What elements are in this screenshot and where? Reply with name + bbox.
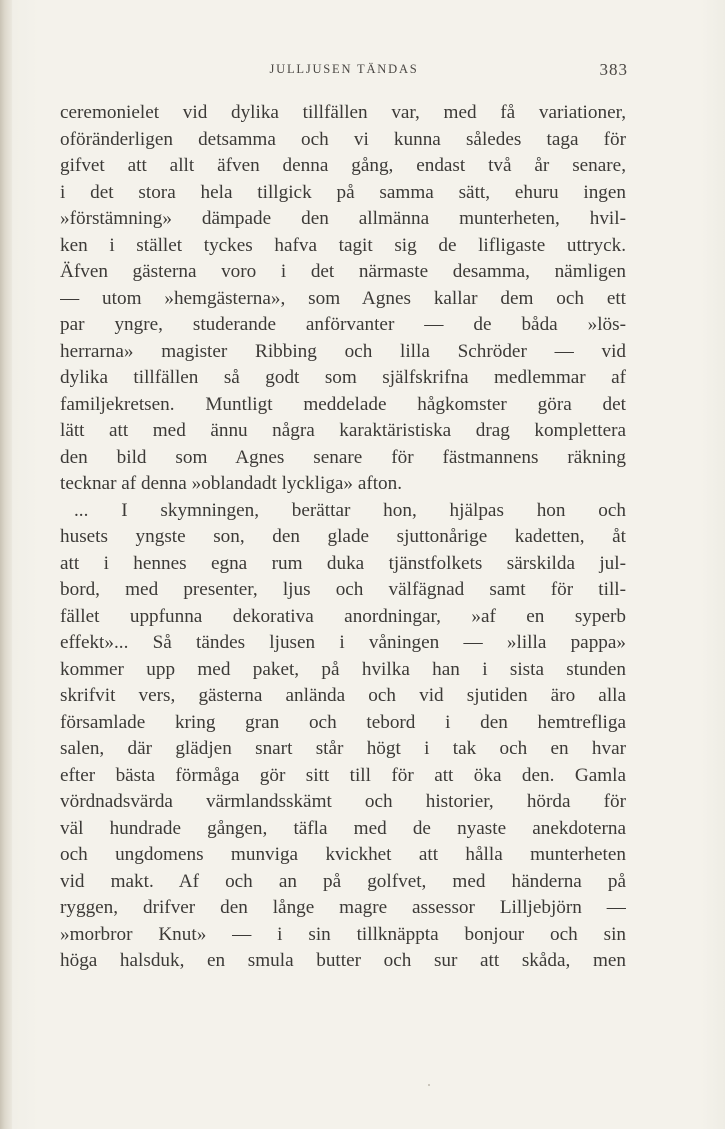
text-line: bord, med presenter, ljus och välfägnad samt för till-: [60, 579, 626, 600]
text-line: församlade kring gran och tebord i den hemtrefliga: [60, 711, 626, 733]
text-line: ryggen, drifver den långe magre assessor Lilljebjörn —: [60, 897, 626, 918]
text-line: vördnadsvärda värmlandsskämt och historier, hörda för: [60, 791, 626, 812]
text-line: par yngre, studerande anförvanter — de båda »lös-: [60, 314, 626, 335]
text-line: husets yngste son, den glade sjuttonårige kadetten, åt: [60, 526, 626, 547]
paragraph-start-line: ... I skymningen, berättar hon, hjälpas hon och: [74, 499, 626, 521]
text-line: oföränderligen detsamma och vi kunna således taga för: [60, 128, 626, 150]
running-title: JULLJUSEN TÄNDAS: [269, 62, 419, 76]
page-number: 383: [599, 60, 628, 79]
text-line: salen, där glädjen snart står högt i tak och en hvar: [60, 738, 626, 759]
text-line: ken i stället tyckes hafva tagit sig de lifligaste uttryck.: [60, 234, 626, 256]
text-line: effekt»... Så tändes ljusen i våningen — »lilla pappa»: [60, 632, 626, 653]
text-line: gifvet att allt äfven denna gång, endast två år senare,: [60, 155, 626, 176]
text-line: den bild som Agnes senare för fästmannens räkning: [60, 446, 626, 468]
text-line: »morbror Knut» — i sin tillknäppta bonjour och sin: [60, 923, 626, 945]
text-line: — utom »hemgästerna», som Agnes kallar dem och ett: [60, 287, 626, 309]
body-text: [60, 100, 626, 975]
text-line: fället uppfunna dekorativa anordningar, »af en syperb: [60, 605, 626, 627]
text-line: dylika tillfällen så godt som själfskrifna medlemmar af: [60, 367, 626, 388]
text-line: lätt att med ännu några karaktäristiska drag komplettera: [60, 420, 626, 441]
text-line: vid makt. Af och an på golfvet, med händerna på: [60, 870, 626, 892]
text-line: efter bästa förmåga gör sitt till för att öka den. Gamla: [60, 764, 626, 786]
text-line: kommer upp med paket, på hvilka han i sista stunden: [60, 658, 626, 680]
text-line: herrarna» magister Ribbing och lilla Schröder — vid: [60, 340, 626, 362]
text-line: »förstämning» dämpade den allmänna munterheten, hvil-: [60, 208, 626, 229]
text-line: i det stora hela tillgick på samma sätt, ehuru ingen: [60, 181, 626, 203]
text-line: väl hundrade gången, täfla med de nyaste anekdoterna: [60, 817, 626, 839]
text-line: Äfven gästerna voro i det närmaste desamma, nämligen: [60, 261, 626, 282]
text-line: höga halsduk, en smula butter och sur att skåda, men: [60, 950, 626, 971]
text-line: familjekretsen. Muntligt meddelade hågkomster göra det: [60, 393, 626, 415]
text-line: att i hennes egna rum duka tjänstfolkets särskilda jul-: [60, 552, 626, 574]
text-line: ceremonielet vid dylika tillfällen var, med få variationer,: [60, 102, 626, 123]
text-line: skrifvit vers, gästerna anlända och vid sjutiden äro alla: [60, 685, 626, 706]
text-line: och ungdomens munviga kvickhet att hålla munterheten: [60, 844, 626, 865]
paper-speck: [428, 1084, 430, 1086]
page-spine-edge: [0, 0, 12, 1129]
running-head: [60, 60, 628, 84]
paragraph-end-line: tecknar af denna »oblandadt lyckliga» afton.: [60, 473, 403, 494]
